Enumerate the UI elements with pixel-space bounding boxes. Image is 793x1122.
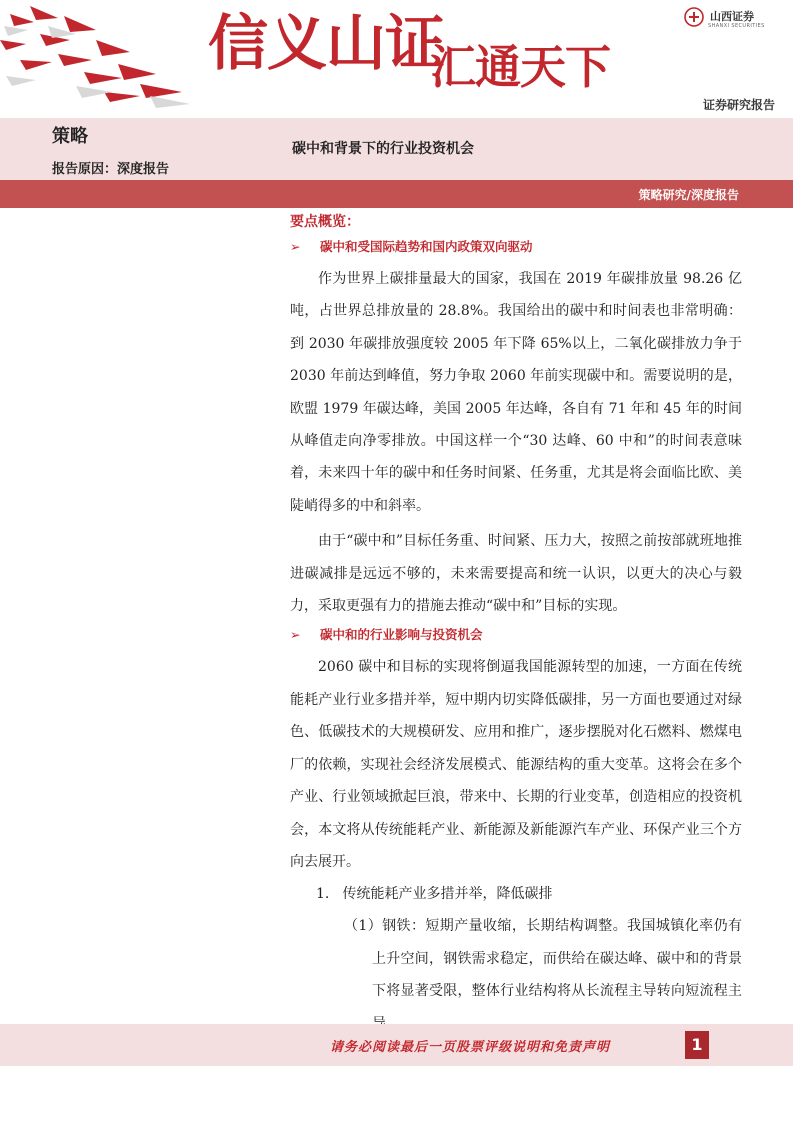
page-header — [0, 0, 793, 118]
section-heading-text: 碳中和受国际趋势和国内政策双向驱动 — [320, 239, 533, 254]
category-label: 策略研究/深度报告 — [638, 188, 739, 202]
slogan-part2: 汇通天下 — [430, 40, 610, 94]
list-item-text: 钢铁：短期产量收缩，长期结构调整。我国城镇化率仍有上升空间，钢铁需求稳定，而供给在碳达峰、碳中和的背景下将显著受限，整体行业结构将从长流程主导转向短流程主 — [372, 918, 742, 1000]
bullet-arrow-icon: ➢ — [290, 239, 301, 254]
paragraph: 作为世界上碳排量最大的国家，我国在 2019 年碳排放量 98.26 亿吨，占世界总排放量的 28.8%。我国给出的碳中和时间表也非常明确：到 2030 年碳排放强度较 2005 年下降 65%以上，二氧化碳排放力争于 2030 年前达到峰值，努力争取 2060 年前实现碳中和。需要说明的是，欧盟 1979 年碳达峰，美国 2005 年达峰，各自有 71 年和 45 年的时间从峰值走向净零排放。中国这样一个“30 达峰、60 中和”的时间表意味着，未来四十年的碳中和任务时间紧、任务重，尤其是将会面临比欧、美陡峭得多的中和斜率。 — [290, 271, 742, 514]
category-bar — [0, 180, 793, 208]
list-item-number: （1） — [344, 918, 383, 935]
section-heading-text: 碳中和的行业影响与投资机会 — [320, 627, 483, 643]
summary-title: 要点概览： — [290, 214, 360, 230]
report-reason: 报告原因：深度报告 — [52, 162, 170, 177]
company-logo — [684, 7, 784, 33]
subsection-number: 1. — [316, 886, 330, 903]
logo-name-cn: 山西证券 — [710, 10, 754, 23]
paragraph: 由于“碳中和”目标任务重、时间紧、压力大，按照之前按部就班地推进碳减排是远远不够的，未来需要提高和统一认识，以更大的决心与毅力，采取更强有力的措施去推动“碳中和”目标的实现。 — [290, 533, 742, 615]
page-footer — [0, 1024, 793, 1066]
arrows-logo-graphic — [0, 0, 200, 110]
section-heading — [290, 622, 742, 648]
page-number: 1 — [685, 1031, 709, 1059]
disclaimer-text: 请务必阅读最后一页股票评级说明和免责声明 — [330, 1040, 611, 1055]
sector-label: 策略 — [52, 126, 88, 147]
paragraph: 2060 碳中和目标的实现将倒逼我国能源转型的加速，一方面在传统能耗产业行业多措并举，短中期内切实降低碳排，另一方面也要通过对绿色、低碳技术的大规模研发、应用和推广，逐步摆脱对化石燃料、燃煤电厂的依赖，实现社会经济发展模式、能源结构的重大变革。这将会在多个产业、行业领域掀起巨浪，带来中、长期的行业变革，创造相应的投资机会，本文将从传统能耗产业、新能源及新能源汽车产业、环保产业三个方向去展开。 — [290, 659, 742, 870]
list-item — [290, 910, 742, 1040]
bullet-arrow-icon: ➢ — [290, 627, 301, 643]
slogan-part1: 信义山证 — [208, 9, 444, 79]
title-band — [0, 118, 793, 180]
subsection-heading — [290, 878, 742, 910]
section-heading — [290, 234, 742, 260]
summary-content — [290, 210, 742, 1040]
report-type-label: 证券研究报告 — [702, 98, 775, 112]
company-logo-icon — [684, 7, 704, 27]
logo-name-en: SHANXI SECURITIES — [708, 23, 765, 29]
subsection-heading-text: 传统能耗产业多措并举，降低碳排 — [342, 886, 553, 903]
report-title: 碳中和背景下的行业投资机会 — [292, 141, 474, 157]
